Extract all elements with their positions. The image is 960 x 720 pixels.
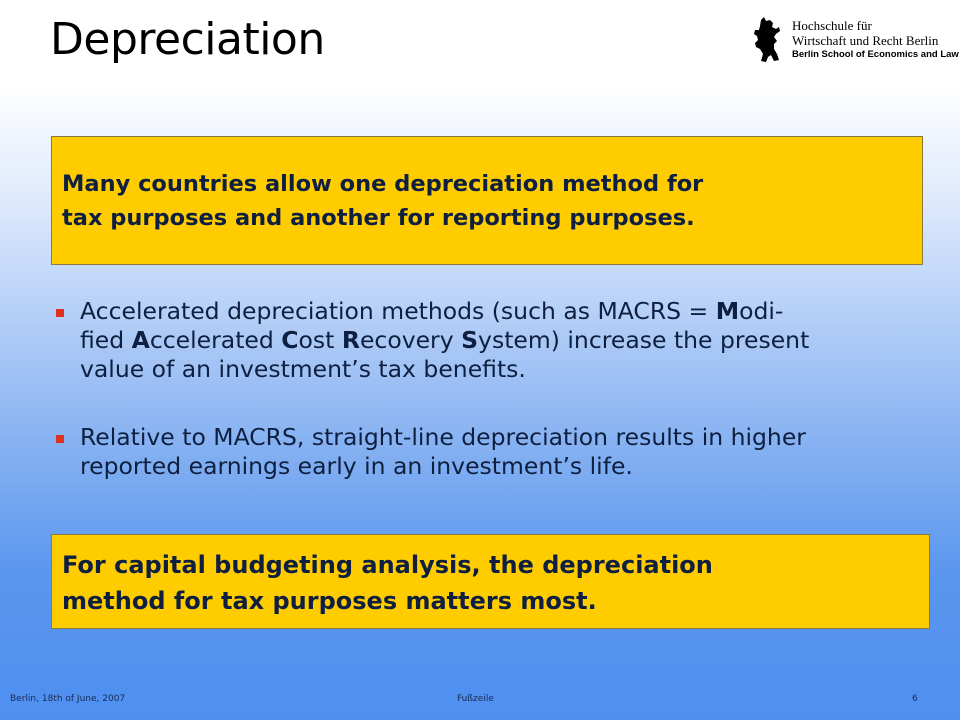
bullet-1-line-2: fied Accelerated Cost Recovery System) increase the present [80, 326, 810, 354]
callout-bottom-line-2: method for tax purposes matters most. [62, 587, 597, 615]
logo-line-1: Hochschule für [792, 18, 872, 33]
square-bullet-icon [56, 435, 64, 443]
footer-date: Berlin, 18th of June, 2007 [10, 694, 126, 704]
callout-top [51, 136, 923, 265]
bullet-1-line-1: Accelerated depreciation methods (such as MACRS = Modi- [80, 297, 784, 325]
page-number: 6 [912, 694, 918, 704]
university-logo [752, 16, 959, 68]
logo-line-2: Wirtschaft und Recht Berlin [792, 33, 939, 48]
callout-bottom [51, 534, 930, 629]
logo-line-3: Berlin School of Economics and Law [792, 49, 959, 60]
bullet-list [52, 297, 952, 481]
callout-top-line-2: tax purposes and another for reporting purposes. [62, 205, 695, 231]
bullet-2-line-2: reported earnings early in an investment’s life. [80, 452, 633, 480]
bullet-item [52, 297, 952, 384]
slide-title: Depreciation [50, 14, 325, 65]
callout-top-line-1: Many countries allow one depreciation method for [62, 171, 704, 197]
bullet-item [52, 423, 952, 481]
bullet-2-line-1: Relative to MACRS, straight-line depreciation results in higher [80, 423, 806, 451]
square-bullet-icon [56, 309, 64, 317]
berlin-bear-icon [752, 16, 782, 64]
bullet-1-line-3: value of an investment’s tax benefits. [80, 355, 526, 383]
footer-text: Fußzeile [457, 694, 494, 704]
callout-bottom-line-1: For capital budgeting analysis, the depreciation [62, 551, 713, 579]
